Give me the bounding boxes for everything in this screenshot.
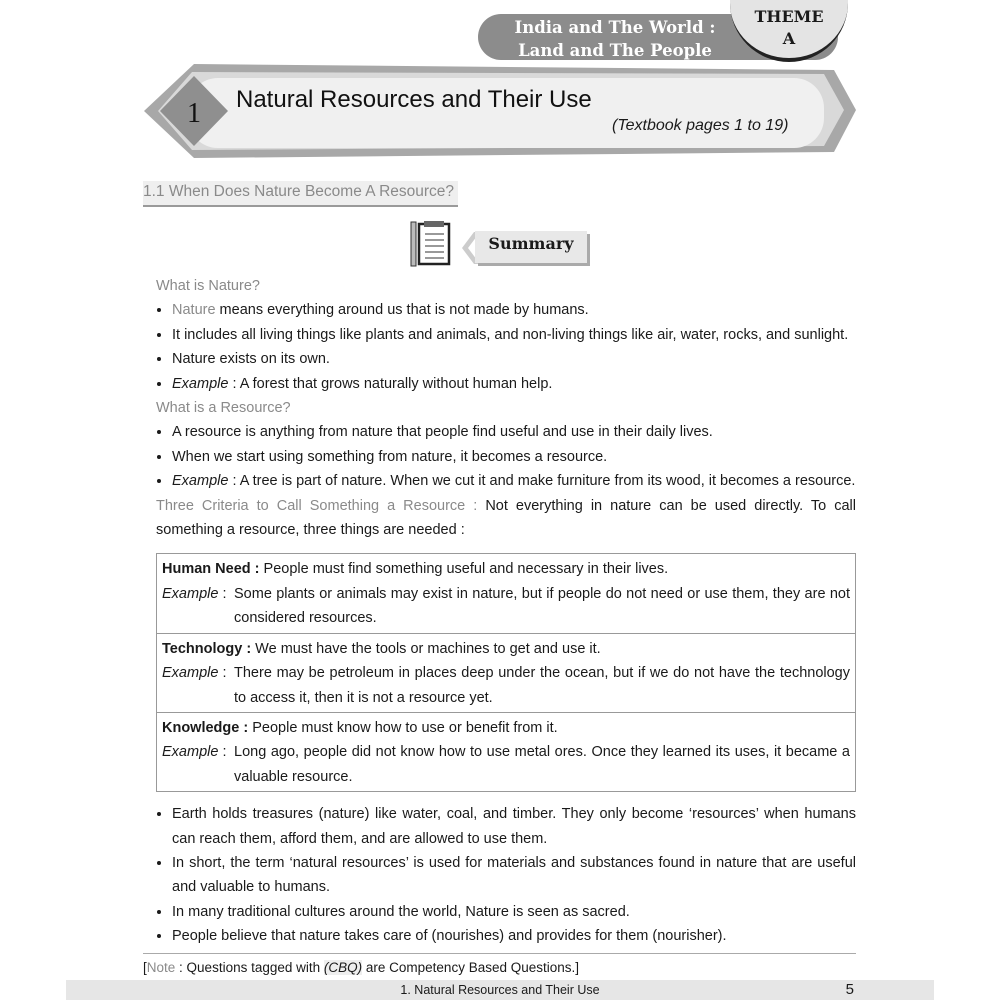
criteria-def (162, 557, 850, 581)
clipboard-pen-icon (410, 216, 480, 270)
term: Nature (172, 302, 216, 319)
criteria-table (156, 553, 856, 792)
criteria-row (157, 554, 855, 632)
text: : A forest that grows naturally without human help. (228, 375, 553, 392)
text: We must have the tools or machines to get and use it. (251, 640, 601, 657)
list-item: • A resource is anything from nature that people find useful and use in their daily lives. (172, 420, 856, 444)
footer-title: 1. Natural Resources and Their Use (400, 983, 600, 997)
resource-list (156, 420, 856, 493)
theme-label: THEME (754, 7, 824, 26)
list-item (172, 298, 856, 322)
criteria-example (162, 661, 850, 710)
list-item: • In short, the term ‘natural resources’ is used for materials and substances found in nature that are useful and valuable to humans. (172, 851, 856, 900)
chapter-pages: (Textbook pages 1 to 19) (612, 117, 789, 134)
example-text: Long ago, people did not know how to use metal ores. Once they learned its uses, it became a valuable resource. (234, 744, 850, 785)
example-key: Example : (162, 744, 227, 761)
theme-letter: A (782, 29, 796, 48)
criteria-heading: Three Criteria to Call Something a Resource : (156, 497, 478, 514)
text: : A tree is part of nature. When we cut it and make furniture from its wood, it becomes a resource. (228, 473, 856, 490)
section-heading: 1.1 When Does Nature Become A Resource? (143, 181, 458, 207)
list-item: • When we start using something from nature, it becomes a resource. (172, 445, 856, 469)
list-item (172, 469, 856, 493)
list-item: • Nature exists on its own. (172, 347, 856, 371)
list-item: • It includes all living things like plants and animals, and non-living things like air, water, rocks, and sunlight. (172, 323, 856, 347)
criteria-term: Technology : (162, 640, 252, 657)
example-text: There may be petroleum in places deep under the ocean, but if we do not have the technology to access it, then it is not a resource yet. (234, 665, 850, 706)
summary-content (143, 274, 856, 980)
list-item: • Earth holds treasures (nature) like water, coal, and timber. They only become ‘resources’ when humans can reach them, afford them, and are allowed to use them. (172, 802, 856, 851)
nature-list (156, 298, 856, 396)
criteria-example (162, 740, 850, 789)
chapter-number: 1 (187, 98, 201, 129)
closing-list (156, 802, 856, 948)
text: Not everything in nature can be used directly. To call something a resource, three things are needed : (156, 497, 856, 539)
list-item: • People believe that nature takes care of (nourishes) and provides for them (nourisher). (172, 924, 856, 948)
summary-label: Summary (475, 231, 587, 263)
text: People must find something useful and necessary in their lives. (259, 561, 669, 578)
text: : Questions tagged with (175, 959, 324, 975)
criteria-def (162, 637, 850, 661)
criteria-intro (156, 494, 856, 543)
nature-heading: What is Nature? (156, 278, 260, 294)
theme-title (490, 16, 740, 62)
text: means everything around us that is not made by humans. (215, 302, 589, 319)
chapter-title: Natural Resources and Their Use (236, 86, 592, 113)
example-label: Example (172, 375, 229, 392)
example-label: Example (162, 585, 219, 602)
criteria-term: Human Need : (162, 561, 260, 578)
note-label: Note (146, 959, 176, 975)
page-number: 5 (845, 981, 854, 998)
criteria-row (157, 633, 855, 712)
example-key: Example : (162, 665, 227, 682)
page-footer (66, 980, 934, 1000)
cbq-tag: (CBQ) (323, 959, 363, 975)
theme-line1: India and The World : (514, 18, 716, 37)
note: [Note : Questions tagged with (CBQ) are Competency Based Questions.] (143, 953, 856, 980)
criteria-example (162, 582, 850, 631)
text: People must know how to use or benefit from it. (248, 719, 558, 736)
criteria-row (157, 712, 855, 791)
list-item: • In many traditional cultures around the world, Nature is seen as sacred. (172, 900, 856, 924)
criteria-term: Knowledge : (162, 719, 249, 736)
theme-line2: Land and The People (518, 41, 712, 60)
example-key: Example : (162, 585, 227, 602)
example-label: Example (162, 744, 219, 761)
list-item (172, 372, 856, 396)
example-label: Example (172, 473, 229, 490)
example-text: Some plants or animals may exist in nature, but if people do not need or use them, they are not considered resources. (234, 585, 850, 627)
example-label: Example (162, 665, 219, 682)
resource-heading: What is a Resource? (156, 400, 291, 417)
criteria-def (162, 716, 850, 740)
text: are Competency Based Questions. (362, 959, 576, 975)
